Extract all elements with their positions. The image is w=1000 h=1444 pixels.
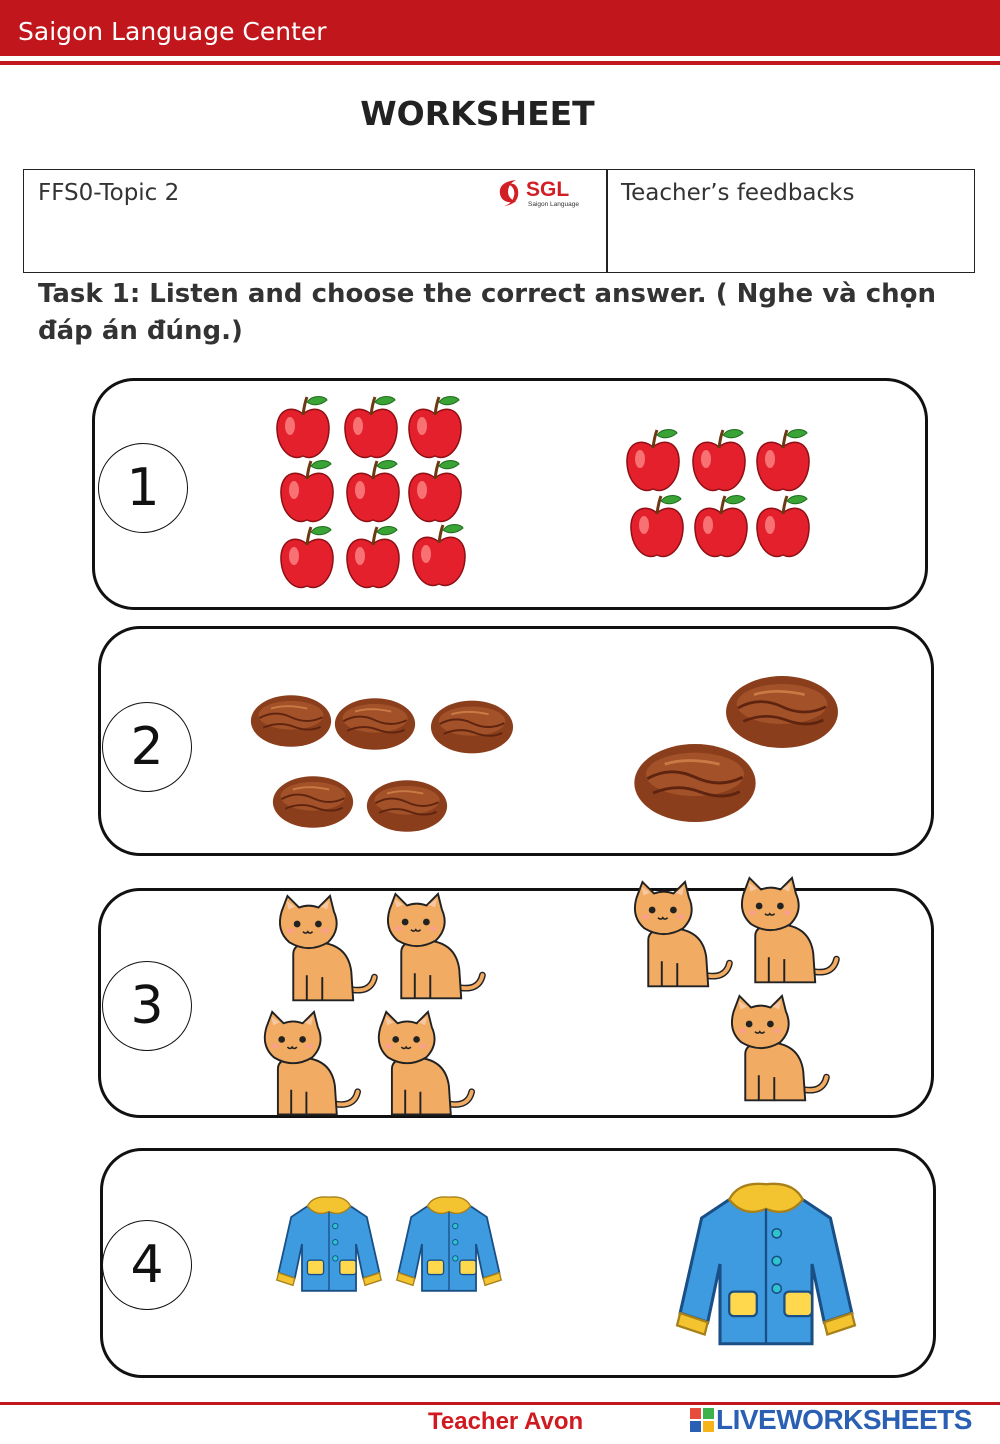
date-icon — [367, 780, 447, 832]
question-2-option-a[interactable] — [246, 690, 518, 840]
apple-icon — [409, 397, 461, 458]
cat-icon — [742, 878, 837, 982]
apple-icon — [695, 496, 747, 557]
coat-icon — [277, 1197, 381, 1291]
sgl-logo — [494, 174, 594, 210]
apple-icon — [409, 461, 461, 522]
sgl-logo-text: SGL — [526, 178, 570, 201]
cat-icon — [388, 894, 483, 998]
apple-icon — [347, 461, 399, 522]
question-4-option-a[interactable] — [272, 1188, 508, 1300]
table-divider — [606, 170, 608, 272]
date-icon — [273, 776, 353, 828]
question-1-option-b[interactable] — [620, 425, 820, 565]
cat-icon — [265, 1012, 358, 1115]
liveworksheets-icon — [690, 1408, 714, 1432]
coat-icon — [397, 1197, 501, 1291]
question-2-number: 2 — [102, 702, 192, 792]
question-1-number: 1 — [98, 443, 188, 533]
cat-icon — [635, 882, 730, 986]
apple-icon — [693, 430, 745, 491]
cat-icon — [379, 1012, 472, 1115]
date-icon — [431, 701, 513, 754]
date-icon — [726, 676, 838, 748]
topic-label: FFS0-Topic 2 — [38, 180, 180, 206]
apple-icon — [631, 496, 683, 557]
task-instruction: Task 1: Listen and choose the correct answer. ( Nghe và chọn đáp án đúng.) — [38, 279, 937, 346]
coat-icon — [677, 1184, 855, 1344]
apple-icon — [627, 430, 679, 491]
center-name: Saigon Language Center — [18, 17, 327, 46]
question-3-option-a[interactable] — [252, 892, 504, 1124]
date-icon — [335, 698, 415, 750]
question-3-option-b[interactable] — [624, 876, 860, 1112]
apple-icon — [413, 525, 465, 586]
question-3-number: 3 — [102, 961, 192, 1051]
liveworksheets-text: LIVEWORKSHEETS — [716, 1404, 972, 1435]
info-table — [23, 169, 975, 273]
header-bar — [0, 0, 1000, 56]
date-icon — [251, 695, 331, 747]
apple-icon — [281, 461, 333, 522]
liveworksheets-logo[interactable] — [690, 1404, 972, 1436]
cat-icon — [280, 896, 375, 1000]
apple-icon — [281, 527, 333, 588]
question-4-option-b[interactable] — [664, 1170, 868, 1358]
question-2-option-b[interactable] — [628, 670, 844, 832]
teacher-name: Teacher Avon — [428, 1408, 584, 1435]
apple-icon — [345, 397, 397, 458]
apple-icon — [347, 527, 399, 588]
teacher-feedback-label: Teacher’s feedbacks — [621, 180, 855, 206]
date-icon — [634, 744, 755, 822]
apple-icon — [277, 397, 329, 458]
apple-icon — [757, 496, 809, 557]
sgl-logo-subtext: Saigon Language — [528, 201, 579, 208]
cat-icon — [732, 996, 827, 1100]
apple-icon — [757, 430, 809, 491]
header-divider — [0, 61, 1000, 65]
question-1-option-a[interactable] — [270, 392, 475, 597]
worksheet-title: WORKSHEET — [360, 94, 595, 133]
question-4-number: 4 — [102, 1220, 192, 1310]
